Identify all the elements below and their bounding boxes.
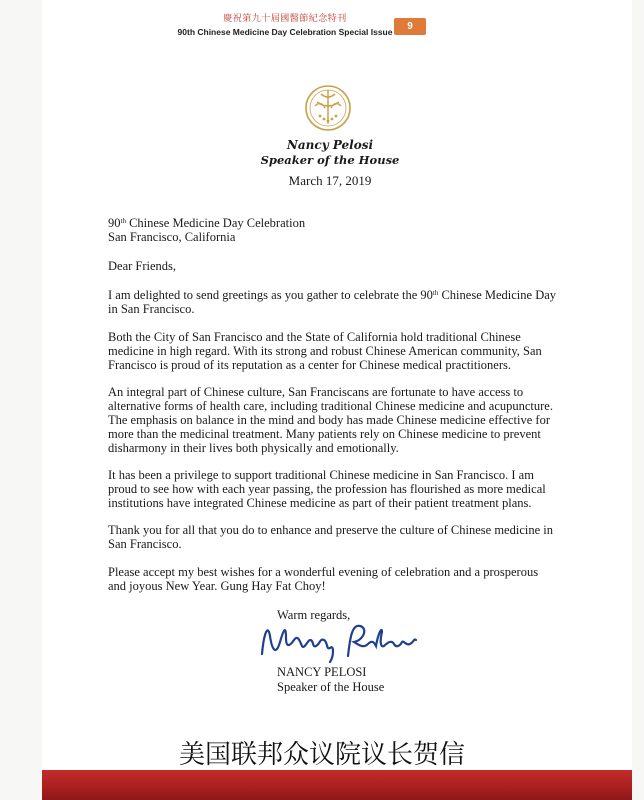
paragraph-1-suffix: th (432, 289, 439, 297)
recipient-line1-text: Chinese Medicine Day Celebration (125, 216, 306, 230)
header-english-title: 90th Chinese Medicine Day Celebration Special Issue (177, 27, 393, 37)
salutation: Dear Friends, (108, 259, 177, 273)
paragraph-4-line: It has been a privilege to support traditional Chinese medicine in San Francisco. I am (108, 468, 534, 482)
paragraph-6-line: Please accept my best wishes for a wonderful evening of celebration and a prosperous (108, 565, 539, 579)
closing-regards: Warm regards, (277, 608, 351, 622)
paragraph-5 (108, 523, 568, 551)
sender-title: Speaker of the House (260, 153, 400, 167)
paragraph-2 (108, 330, 568, 372)
paragraph-5-line: Thank you for all that you do to enhance and preserve the culture of Chinese medicine in (108, 523, 553, 537)
paragraph-4-line: proud to see how with each year passing, the profession has flourished as more medical (108, 482, 546, 496)
recipient-line1-number: 90 (108, 216, 121, 230)
paragraph-1 (108, 288, 568, 316)
recipient-line1-suffix: th (120, 217, 126, 225)
paragraph-2-line: Francisco is proud of its reputation as a center for Chinese medical practitioners. (108, 358, 511, 372)
letter-date: March 17, 2019 (288, 173, 372, 188)
paragraph-3-line: alternative forms of health care, including traditional Chinese medicine and acupuncture. (108, 399, 553, 413)
paragraph-4 (108, 468, 568, 510)
paragraph-1-line-2: in San Francisco. (108, 302, 195, 316)
paragraph-3-line: The emphasis on balance in the mind and body has made Chinese medicine effective for (108, 413, 550, 427)
header-chinese-title: 慶祝第九十屆國醫節紀念特刊 (223, 14, 347, 24)
house-seal-icon (303, 80, 353, 140)
paragraph-4-line: institutions have integrated Chinese medicine as part of their patient treatment plans. (108, 496, 532, 510)
caption-chinese: 美国联邦众议院议长贺信 (178, 740, 465, 770)
paragraph-3-line: disharmony in their lives both physically and emotionally. (108, 441, 399, 455)
paragraph-6 (108, 565, 568, 593)
recipient-address (108, 216, 568, 244)
paragraph-3-line: An integral part of Chinese culture, San Franciscans are fortunate to have access to (108, 385, 524, 399)
paragraph-3-line: more than the medicinal treatment. Many patients rely on Chinese medicine to prevent (108, 427, 541, 441)
paragraph-5-line: San Francisco. (108, 537, 182, 551)
sender-name: Nancy Pelosi (286, 138, 374, 152)
closing-name: NANCY PELOSI (277, 665, 367, 679)
bottom-red-band (42, 770, 632, 800)
paragraph-1-text-b: Chinese Medicine Day (438, 288, 557, 302)
page-number-badge: 9 (394, 18, 426, 35)
paragraph-3 (108, 385, 568, 455)
paragraph-2-line: Both the City of San Francisco and the State of California hold traditional Chinese (108, 330, 521, 344)
handwritten-signature (256, 612, 426, 672)
closing-title: Speaker of the House (277, 680, 385, 694)
paragraph-6-line: and joyous New Year. Gung Hay Fat Choy! (108, 579, 326, 593)
paragraph-1-text-a: I am delighted to send greetings as you gather to celebrate the 90 (108, 288, 433, 302)
recipient-line2: San Francisco, California (108, 230, 236, 244)
paragraph-2-line: medicine in high regard. With its strong and robust Chinese American community, San (108, 344, 542, 358)
